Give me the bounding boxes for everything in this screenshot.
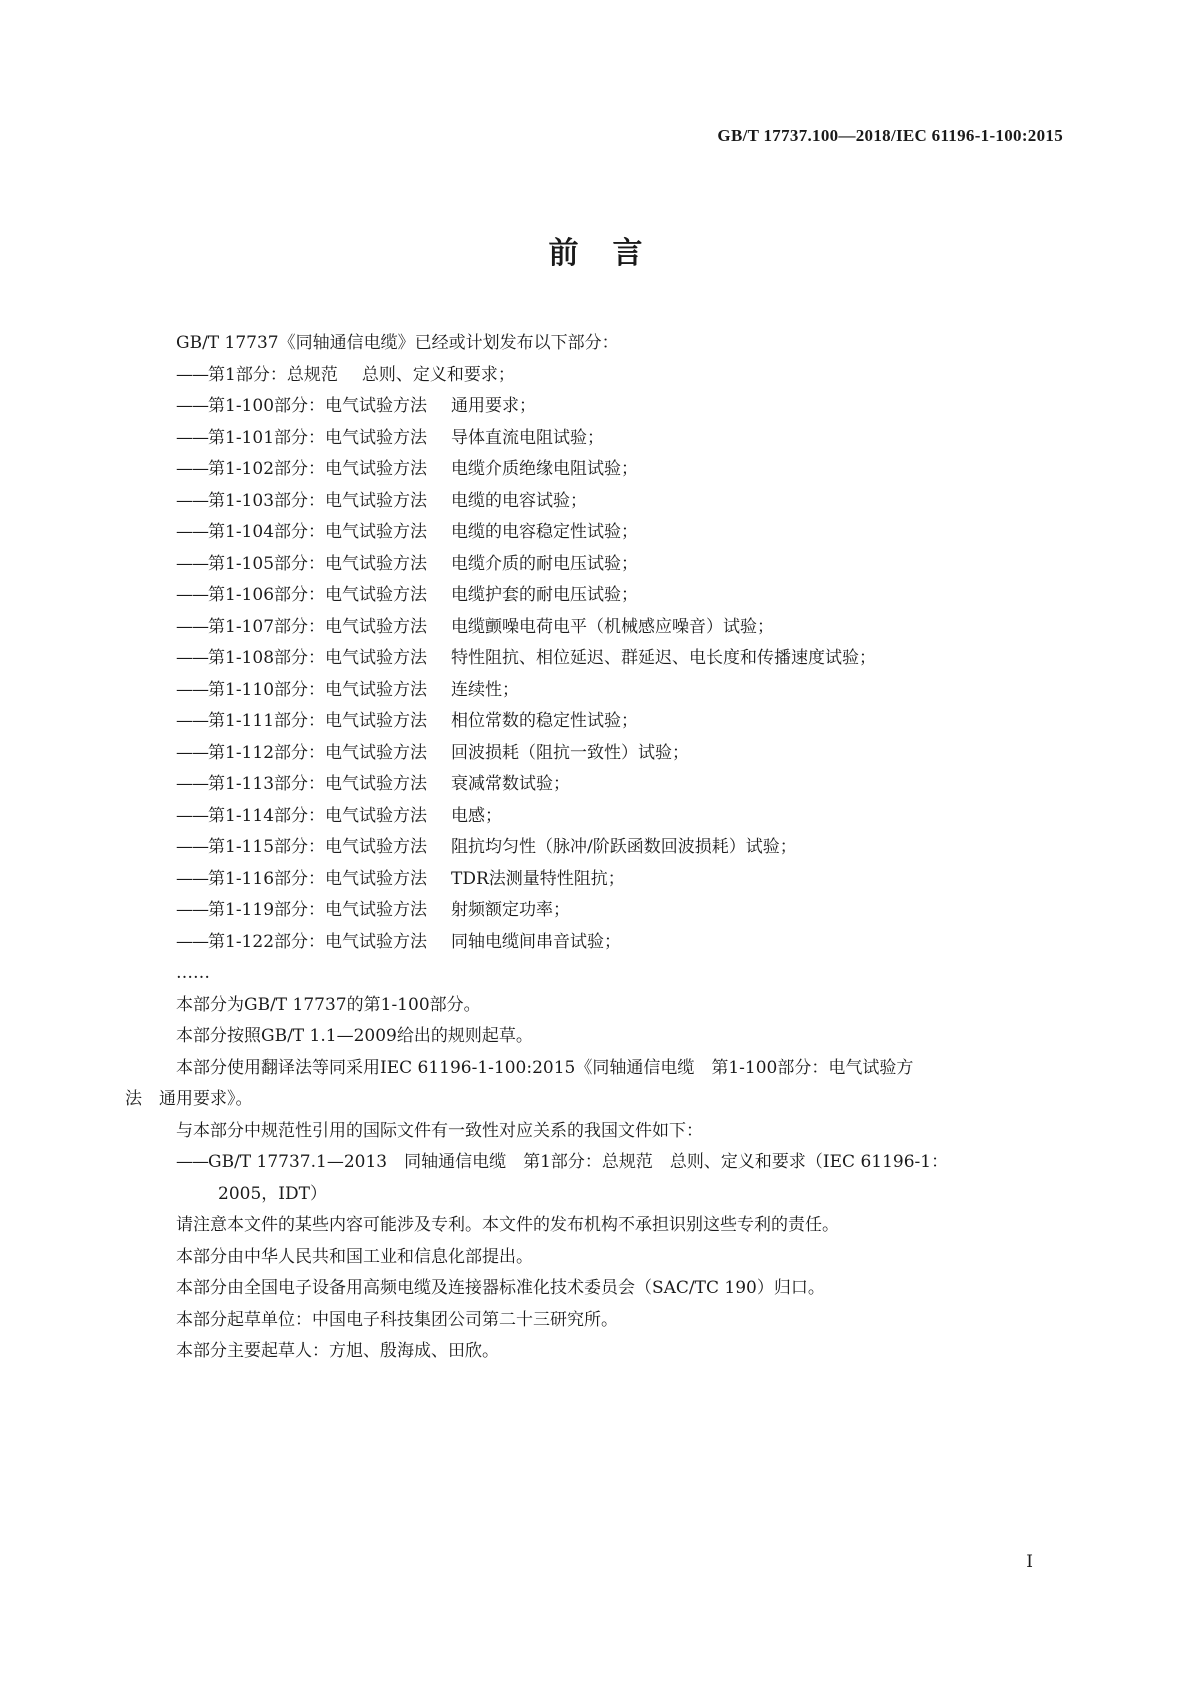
dash-marker [176,743,208,763]
part-item [176,864,1064,896]
part-label: 第1-119部分：电气试验方法 [208,900,428,920]
part-item [176,580,1064,612]
dash-marker [176,428,208,448]
part-item [176,391,1064,423]
part-item [176,517,1064,549]
standard-id: GB/T 17737.100—2018/IEC 61196-1-100:2015 [717,126,1063,145]
part-subject: 总则、定义和要求； [361,364,515,385]
dash-marker [176,932,208,952]
part-subject: 连续性； [451,679,520,700]
dash-marker [176,680,208,700]
dash-marker [176,711,208,731]
part-label: 第1-108部分：电气试验方法 [208,648,428,668]
part-label: 第1-113部分：电气试验方法 [208,774,428,794]
part-label: 第1-110部分：电气试验方法 [208,679,428,700]
dash-marker [176,365,208,385]
part-item [176,832,1064,864]
foreword-body [125,328,1064,1368]
part-subject: 电缆的电容试验； [451,490,588,511]
paragraph-translation-line-2: 法 通用要求》。 [125,1089,253,1109]
paragraph-proposed-by: 本部分由中华人民共和国工业和信息化部提出。 [176,1246,533,1267]
part-label: 第1-104部分：电气试验方法 [208,522,428,542]
part-item [176,360,1064,392]
dash-marker [176,900,208,920]
dash-marker [176,617,208,637]
part-subject: 电感； [451,805,503,826]
part-item [176,486,1064,518]
ellipsis: …… [176,963,210,983]
part-item [176,801,1064,833]
part-label: 第1-101部分：电气试验方法 [208,427,428,448]
part-label: 第1-111部分：电气试验方法 [208,711,428,731]
part-subject: 相位常数的稳定性试验； [451,711,639,731]
paragraph-drafting-unit: 本部分起草单位：中国电子科技集团公司第二十三研究所。 [176,1309,618,1330]
part-label: 第1部分：总规范 [208,364,338,385]
part-subject: 电缆介质的耐电压试验； [451,553,639,574]
paragraph-translation-line-1: 本部分使用翻译法等同采用IEC 61196-1-100:2015《同轴通信电缆 第1-100部分：电气试验方 [176,1057,914,1078]
part-item [176,706,1064,738]
part-label: 第1-114部分：电气试验方法 [208,805,428,826]
part-item [176,643,1064,675]
part-subject: 阻抗均匀性（脉冲/阶跃函数回波损耗）试验； [451,837,797,857]
part-subject: TDR法测量特性阻抗； [451,868,625,889]
dash-marker [176,554,208,574]
paragraph-centralized-by: 本部分由全国电子设备用高频电缆及连接器标准化技术委员会（SAC/TC 190）归口。 [176,1278,825,1298]
part-subject: 电缆护套的耐电压试验； [451,585,639,605]
part-subject: 电缆介质绝缘电阻试验； [451,459,639,479]
correspondence-text-line-2: 2005，IDT） [218,1183,327,1204]
part-item [176,895,1064,927]
part-label: 第1-112部分：电气试验方法 [208,742,428,763]
part-item [176,769,1064,801]
part-subject: 导体直流电阻试验； [451,427,605,448]
dash-marker [176,491,208,511]
part-label: 第1-116部分：电气试验方法 [208,868,428,889]
part-subject: 射频额定功率； [451,900,571,920]
part-item [176,675,1064,707]
dash-marker [176,1152,208,1172]
part-subject: 衰减常数试验； [451,774,571,794]
part-label: 第1-107部分：电气试验方法 [208,616,428,637]
part-item [176,738,1064,770]
part-subject: 电缆的电容稳定性试验； [451,522,639,542]
part-label: 第1-106部分：电气试验方法 [208,585,428,605]
dash-marker [176,585,208,605]
part-label: 第1-122部分：电气试验方法 [208,931,428,952]
part-label: 第1-102部分：电气试验方法 [208,459,428,479]
part-label: 第1-100部分：电气试验方法 [208,396,428,416]
part-item [176,423,1064,455]
dash-marker [176,869,208,889]
part-item [176,612,1064,644]
part-item [176,927,1064,959]
part-subject: 电缆颤噪电荷电平（机械感应噪音）试验； [451,616,775,637]
dash-marker [176,459,208,479]
paragraph-drafting-rules: 本部分按照GB/T 1.1—2009给出的规则起草。 [176,1026,533,1046]
dash-marker [176,774,208,794]
dash-marker [176,396,208,416]
correspondence-text-line-1: GB/T 17737.1—2013 同轴通信电缆 第1部分：总规范 总则、定义和要求（IEC 61196-1： [208,1152,949,1172]
part-item [176,454,1064,486]
part-label: 第1-115部分：电气试验方法 [208,837,428,857]
intro-paragraph: GB/T 17737《同轴通信电缆》已经或计划发布以下部分： [176,333,619,353]
paragraph-drafters: 本部分主要起草人：方旭、殷海成、田欣。 [176,1341,499,1361]
paragraph-patent: 请注意本文件的某些内容可能涉及专利。本文件的发布机构不承担识别这些专利的责任。 [176,1215,839,1235]
page-number: I [1026,1552,1033,1572]
part-label: 第1-103部分：电气试验方法 [208,490,428,511]
part-item [176,549,1064,581]
dash-marker [176,837,208,857]
standard-id-header [717,126,1063,146]
paragraph-correspondence: 与本部分中规范性引用的国际文件有一致性对应关系的我国文件如下： [176,1120,703,1141]
correspondence-item [176,1147,1064,1179]
part-subject: 回波损耗（阻抗一致性）试验； [451,742,690,763]
dash-marker [176,522,208,542]
paragraph-part-of: 本部分为GB/T 17737的第1-100部分。 [176,994,481,1015]
dash-marker [176,806,208,826]
part-subject: 同轴电缆间串音试验； [451,931,622,952]
part-label: 第1-105部分：电气试验方法 [208,553,428,574]
part-subject: 特性阻抗、相位延迟、群延迟、电长度和传播速度试验； [451,648,877,668]
parts-list [176,360,1064,959]
dash-marker [176,648,208,668]
part-subject: 通用要求； [451,396,537,416]
page-title: 前言 [548,236,677,271]
